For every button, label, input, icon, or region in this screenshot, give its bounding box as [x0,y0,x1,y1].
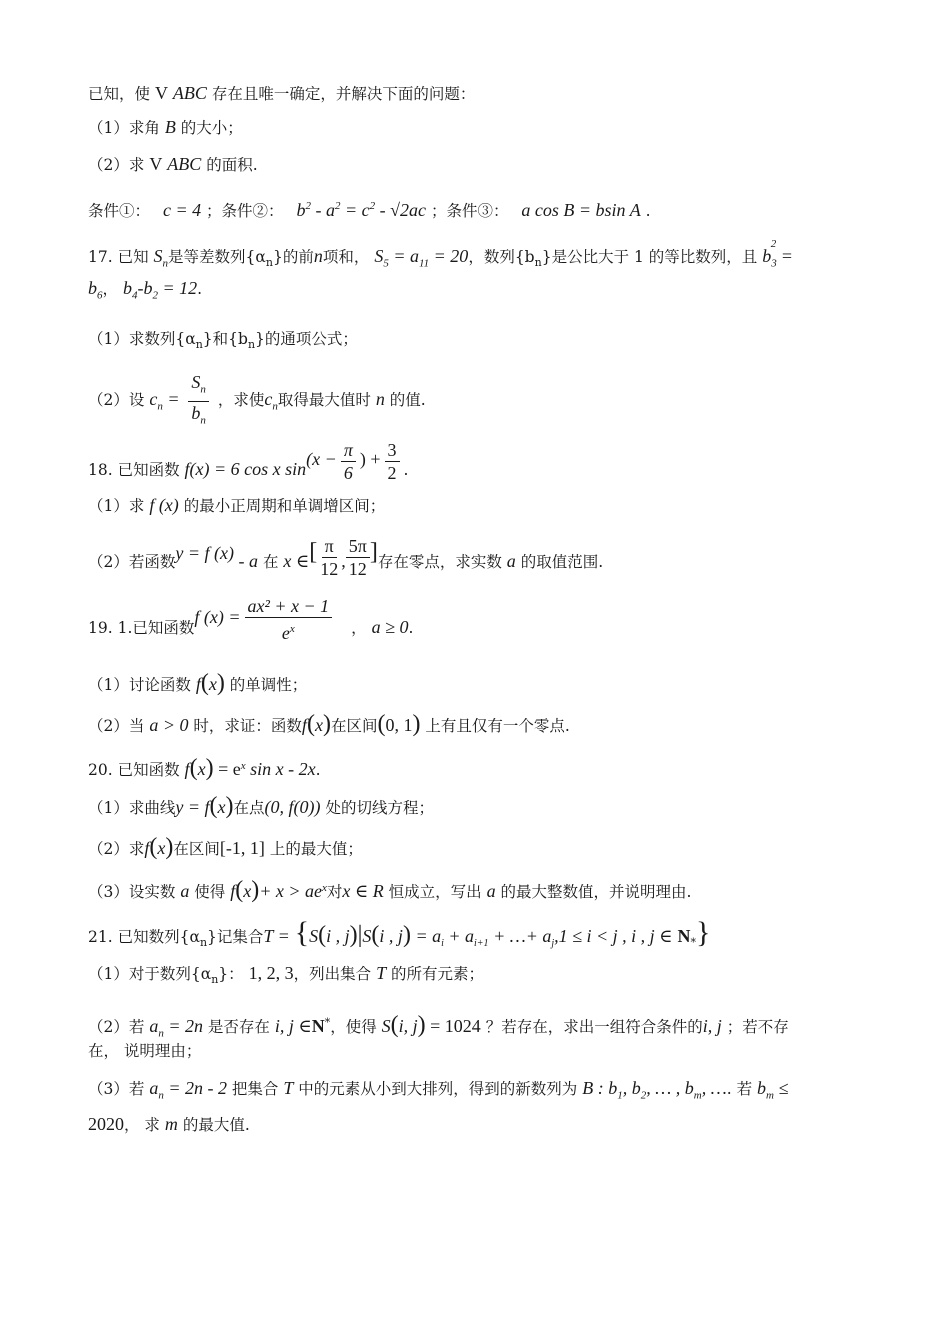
p17-t1: 已知 [117,248,149,266]
cond2-a: - a [310,200,335,220]
six: 6 [343,462,353,483]
p21-t1: 已知数列{α [117,928,200,946]
n-set: N [677,926,691,946]
p18-q2-d: 存在零点，求实数 [377,553,502,571]
t-var: T [376,963,387,983]
b3-sup: 2 [770,238,777,250]
a-var: a [506,551,516,571]
a-var: a [180,881,190,902]
p21-q2-b: 是否存在 [207,1018,270,1037]
sub-i1: i+1 [474,938,489,950]
p19-q2-b: 时，求证：函数 [193,717,302,735]
p20-q3-a: （3）设实数 [88,883,176,902]
p20-q1-b: 在点 [233,799,265,817]
x: x [208,674,217,694]
ineq: + x > ae [259,881,322,902]
p21-q3-c: 中的元素从小到大排列，得到的新数列为 [298,1080,578,1098]
p20-q3-g: 的最大整数值，并说明理由. [500,883,692,902]
exp-x: x [240,760,246,772]
cond3-expr: a cos B = bsin A [521,200,641,220]
b6-sub: 6 [97,289,103,302]
p21-q2: （2）若 $a_n = 2n$ 是否存在 i, j ∈N*，使得 S(i, j) = 1024 ？若存在，求出一组符合条件的i, j ；若不存 [88,1012,789,1040]
p17-q2-c: 取得最大值时 [277,391,371,409]
b-sub: n [247,338,256,352]
x: x [243,881,252,902]
cond2-label: ；条件②： [206,202,284,220]
sequence: 1, 2, 3 [248,963,294,983]
p18-q2 [88,530,870,592]
p21-q3-line2 [88,1113,870,1136]
abc-label: ABC [167,154,202,174]
p20-q2-b: 在区间 [173,840,220,858]
point: (0, f(0)) [264,797,321,817]
cond2-sqrt: - √2 [375,200,409,220]
alpha-sub: n [265,256,273,270]
n-star: * [690,936,696,950]
twelve: 12 [348,558,367,579]
b3: b [762,246,772,266]
question-number: 20. [88,761,113,780]
p21-t2: }记集合 [207,928,264,946]
seq-bm: , … , b [646,1078,694,1098]
ij: i , j [379,926,403,946]
comma: ， [351,619,367,637]
t-var: T [283,1078,294,1098]
s5: S [374,246,384,266]
5pi-over-12 [346,535,370,580]
p18-t1: 已知函数 [117,461,180,479]
p20-q3-d: 对 [326,883,343,902]
alpha-sub: n [195,338,203,352]
cond2-c: = c [340,200,370,220]
x: x [217,797,226,817]
pi: π [322,535,337,558]
three-halves [385,439,400,484]
f: f [230,881,236,902]
n-var: n [313,246,323,266]
sub-i: i [441,938,444,950]
frac-num: S [191,371,201,392]
x-in-r: x ∈ R [342,881,384,902]
an-sub: n [158,1027,164,1040]
eq-a: = a [410,926,442,946]
p19-q2: （2）当 a > 0 时，求证：函数f(x)在区间(0, 1) 上有且仅有一个零点. [88,711,570,737]
p17-t3: }的前 [272,248,314,266]
p18-q2-e: 的取值范围. [520,553,604,571]
eq-2n-2: = 2n - 2 [163,1078,227,1098]
p16-q2 [88,153,870,176]
p20-q1-c: 处的切线方程； [325,799,434,817]
y-eq-f: y = f [175,797,210,817]
p17-q1-c: }的通项公式； [255,330,358,348]
p20-q1-a: （1）求曲线 [88,799,176,817]
m-var: m [164,1114,178,1134]
b2-sub: 2 [152,289,158,302]
b3-sub: 3 [771,257,777,270]
p19-q2-c: 在区间 [330,717,378,735]
p17-t2: 是等差数列{α [168,248,266,266]
p16-q1-text: （1）求角 [88,119,160,137]
two: 2 [387,462,397,483]
p16-q1-end: 的大小； [180,119,243,137]
p21-q2-d: ？若存在，求出一组符合条件的 [485,1018,703,1037]
p21-q2-line2-text: 在， 说明理由； [88,1042,202,1060]
p20-q3-f: 恒成立，写出 [388,883,482,902]
interval: 0, 1 [385,715,413,735]
p21-q1-c: ，列出集合 [293,965,372,983]
s: S [362,926,372,946]
an: a [149,1078,159,1098]
b2: -b [137,278,153,298]
a-geq-0: a ≥ 0 [371,617,409,637]
cn: c [264,389,273,409]
intro-suffix: 存在且唯一确定，并解决下面的问题： [211,85,476,103]
interval: [-1, 1] [219,838,265,858]
p21-q1-d: 的所有元素； [391,965,485,983]
a-var: a [486,881,496,902]
ij: i , j [326,926,350,946]
p20-q3-b: 使得 [194,883,226,902]
p21-q3 [88,1077,870,1107]
p18-q2-a: （2）若函数 [88,553,176,571]
paren-open: (x − [306,449,337,469]
plus-a: + a [443,926,475,946]
frac-den: b [191,402,201,423]
n-star: * [324,1016,331,1029]
sub1: 1 [617,1089,623,1102]
p17-q2 [88,370,870,436]
b6: b [88,278,97,298]
seq-end: , … [701,1078,727,1098]
cn-sub: n [272,400,278,413]
p19-q1-b: 的单调性； [229,676,308,694]
p18-q2-c: 在 [262,553,279,571]
paren-close-plus: ) + [359,449,381,469]
y-eq-fx: y = f (x) [175,543,234,563]
ij: i, j [398,1016,418,1037]
leq: ≤ [773,1078,789,1098]
p18-q1-b: 的最小正周期和单调增区间； [183,497,386,515]
period: . [197,280,203,298]
n-var: n [375,389,385,409]
p17-q2-a: （2）设 [88,391,145,409]
p21-q2-line2 [88,1040,870,1062]
equals: = [776,246,793,266]
p21-q3-b: 把集合 [231,1080,279,1098]
triangle-symbol: V [149,154,163,174]
cn-sub: n [157,400,163,413]
period: . [645,202,651,220]
denominator: e [281,622,290,643]
bm: b [757,1078,767,1098]
cond3-label: ；条件③： [430,202,509,220]
intro-line [88,82,870,105]
s: S [381,1016,391,1037]
p20-t1: 已知函数 [117,761,180,780]
value-2020: 2020 [88,1114,124,1134]
sn-sub: n [162,257,169,270]
p20-line1: 20. 已知函数 $f(x) = e^x$ sin x - 2x. [88,755,321,782]
b-sub: n [534,256,542,270]
p17-t6: }是公比大于 1 的等比数列，且 [541,248,758,266]
ij-in: i, j ∈ [274,1016,312,1037]
p17-t5: ，数列{b [468,248,535,266]
seq-b2: , b [622,1078,641,1098]
p18-line1 [88,440,870,499]
eq-12: = 12 [157,278,198,298]
numerator: ax² + x − 1 [245,595,333,618]
comma: ， [102,280,119,298]
p16-conditions: 条件①： c = 4 ；条件②： $b^2 - a^2 = c^2 - √2ac$ ；条件③： a cos B = bsin A . [88,200,651,220]
bar: | [357,922,363,948]
a11: = a [388,246,419,266]
f-of-x: f (x) [149,495,179,515]
twelve: 12 [320,558,339,579]
ij: i, j [702,1016,722,1037]
period: . [408,619,414,637]
three: 3 [385,439,400,462]
period: . [403,461,409,479]
p19-q1-a: （1）讨论函数 [88,676,191,694]
rest-expr: sin x - 2x [245,759,316,780]
t-eq: T = [263,926,290,946]
an-sub: n [158,1089,164,1102]
cn: c [149,389,158,409]
b4: b [122,278,132,298]
abc-label: ABC [172,83,207,103]
comma: , [341,551,346,571]
pi-over-6 [341,439,356,484]
p19-q2-a: （2）当 [88,717,145,735]
p19-q2-d: 上有且仅有一个零点. [425,717,570,735]
bm-sub: m [766,1089,774,1102]
eq-2n: = 2n [163,1016,203,1037]
subm: m [693,1089,702,1102]
p16-q2-end: 的面积. [206,156,258,174]
p21-q1-b: }： [218,965,244,983]
p17-q1-b: }和{b [202,330,248,348]
a11-sub: 11 [418,257,430,270]
p17-q1 [88,328,870,356]
question-number: 17. [88,248,113,266]
p19-q1: （1）讨论函数 f(x) 的单调性； [88,670,308,696]
sn-symbol: S [153,246,163,266]
b4-sub: 4 [131,289,138,302]
p21-q1-a: （1）对于数列{α [88,965,212,983]
five-pi: 5π [346,535,370,558]
n-set: N [311,1016,325,1037]
p17-line2 [88,277,870,307]
period: . [315,761,321,780]
exp-x: x [322,882,327,894]
x: x [157,838,166,858]
minus-a: - a [234,551,258,571]
p21-q2-e: ；若不存 [726,1018,789,1037]
dots-a: + …+ a [488,926,552,946]
bracket-right: ] [369,539,378,565]
p21-q2-a: （2）若 [88,1018,145,1037]
frac-expr [245,595,333,644]
intro-prefix: 已知，使 [88,85,151,103]
p19-t1: 已知函数 [132,619,195,637]
p18-q1 [88,494,870,517]
p21-q3-a: （3）若 [88,1080,145,1098]
question-number: 18. [88,461,113,479]
f-eq: f (x) = [194,607,241,627]
a-gt-0: a > 0 [149,715,189,735]
f: f [195,674,201,694]
cond1-expr: c = 4 [162,200,202,220]
p18-q1-a: （1）求 [88,497,145,515]
p21-q3-d: . 若 [726,1080,753,1098]
alpha-sub: n [211,973,219,987]
x: x [314,715,323,735]
cond1-label: 条件①： [88,202,151,220]
p17-q2-b: ，求使 [217,391,265,409]
eq-e: = e [213,759,241,780]
f: f [184,759,190,780]
sub-j: j [551,938,555,950]
x: x [197,759,206,780]
frac-num-sub: n [200,383,206,396]
p21-q2-c: ，使得 [330,1018,377,1037]
p16-q2-text: （2）求 [88,156,145,174]
eq-value: = 20 [429,246,469,266]
bracket-left: [ [309,539,318,565]
p17-q1-a: （1）求数列{α [88,330,196,348]
question-number: 21. [88,928,113,946]
s: S [309,926,319,946]
cond2-ac: ac [409,200,426,220]
p17-line1 [88,238,870,275]
triangle-symbol: V [154,83,168,103]
equals: = [162,389,180,409]
p16-q1-var: B [164,117,176,137]
x-in: x ∈ [283,551,310,571]
p19-line1 [88,594,870,661]
cond: ,1 ≤ i < j , i , j ∈ [554,926,673,946]
question-number: 19. 1. [88,619,133,637]
p21-line1: 21. 已知数列$\{\alpha_n\}$记集合T = {S(i , j)|S(i , $j) = a_i + a_{i+1}$ + …+ $a_j,1 \le i < j$ , i , j ∈ $N_*$} [88,916,711,950]
p21-q3-f: 的最大值. [182,1116,250,1134]
den-sup: x [289,622,295,635]
eq-1024: = 1024 [425,1016,481,1037]
pi-over-12 [317,535,341,580]
f: f [144,838,150,858]
p20-q2-c: 上的最大值； [269,840,363,858]
frac-den-sub: n [200,414,206,427]
p20-q3: （3）设实数 a 使得 $f(x)+ x > ae^x$对x ∈ R 恒成立，写出 a 的最大整数值，并说明理由. [88,877,692,904]
brace-right: } [695,916,711,949]
p16-q1 [88,116,870,139]
s5-sub: 5 [383,257,389,270]
p20-q2: （2）求f(x)在区间[-1, 1] 上的最大值； [88,834,363,860]
an: a [149,1016,159,1037]
p20-q1: （1）求曲线y = f(x)在点(0, f(0)) 处的切线方程； [88,793,434,819]
cond2-b: b [296,200,306,220]
alpha-sub: n [199,936,208,950]
sn-over-bn [188,371,209,431]
brace-left: { [294,916,310,949]
sub2: 2 [640,1089,647,1102]
seq-b: B : b [582,1078,618,1098]
f-expr: f(x) = 6 cos x sin [184,459,307,479]
p20-q2-a: （2）求 [88,840,145,858]
p17-t4: 项和， [322,248,370,266]
f: f [301,715,307,735]
p17-q2-d: 的值. [389,391,426,409]
p21-q1 [88,962,870,991]
p21-q3-e: ， 求 [124,1116,160,1134]
pi: π [341,439,356,462]
